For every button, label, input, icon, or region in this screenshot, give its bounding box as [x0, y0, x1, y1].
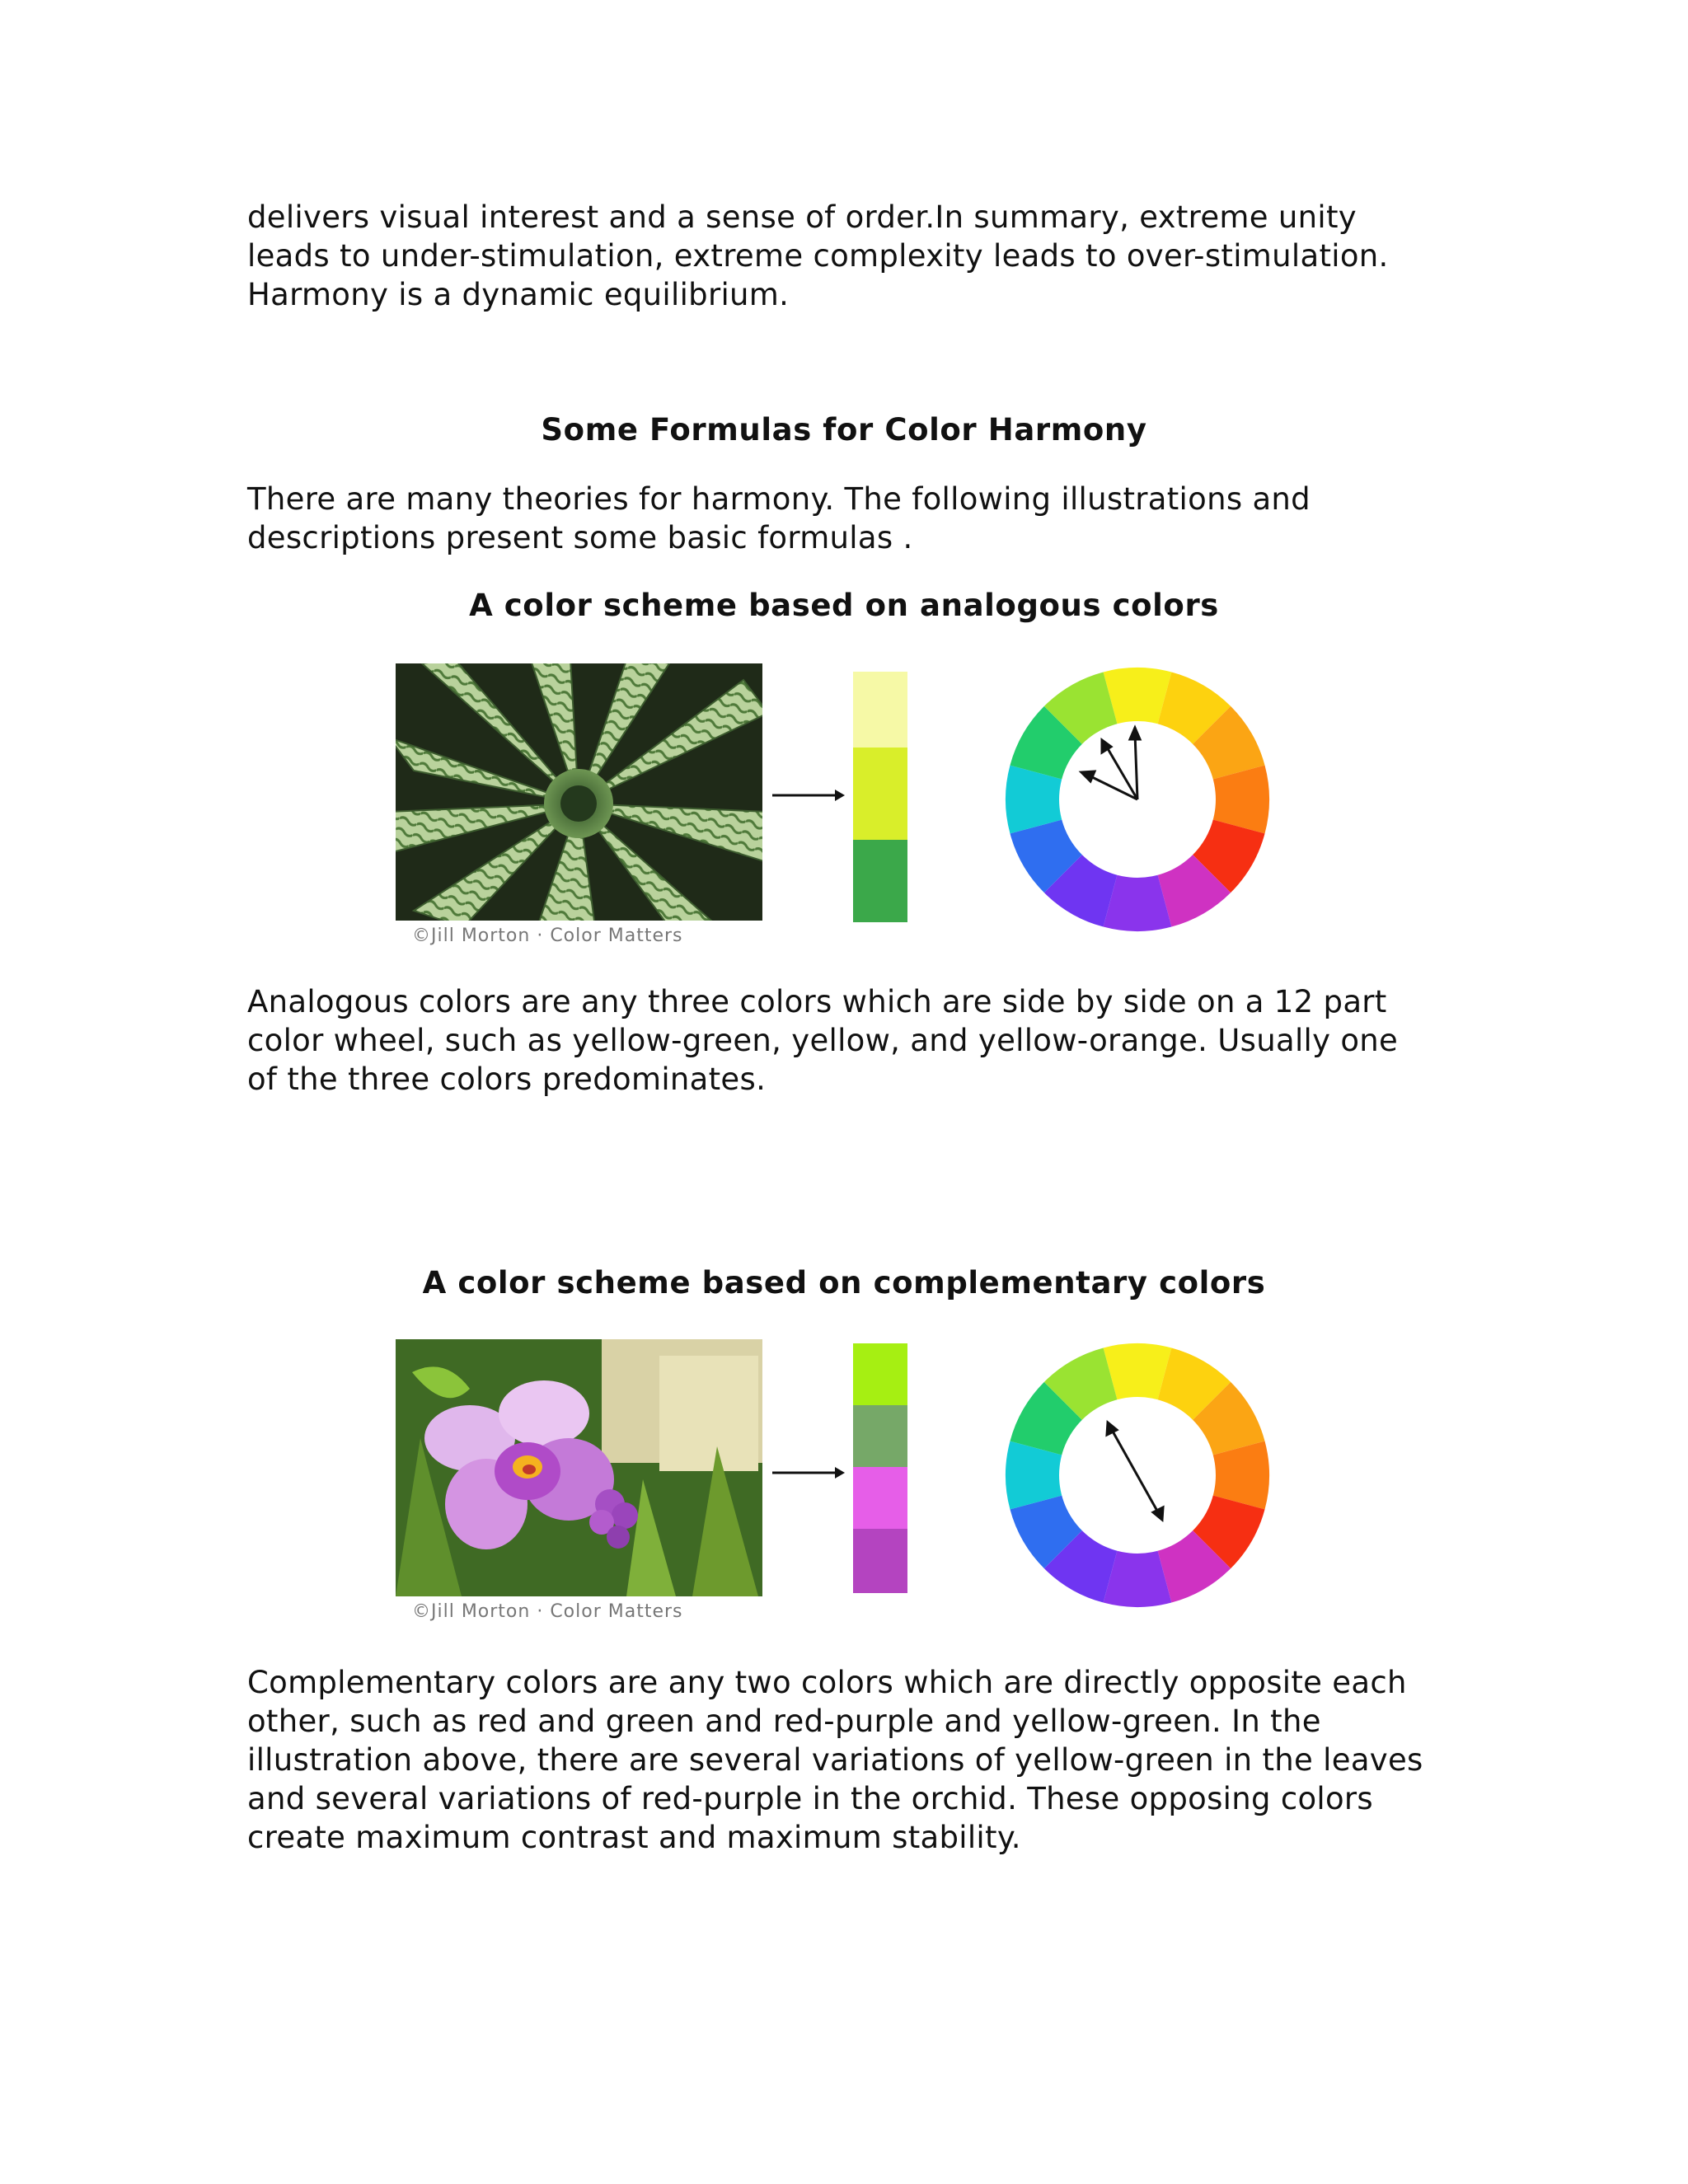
- analogous-swatch: [853, 840, 907, 922]
- analogous-description: Analogous colors are any three colors which are side by side on a 12 part color wheel, such as yellow-green, yellow, and yellow-orange. Usually one of the three colors predominates.: [247, 984, 1399, 1097]
- complementary-heading: A color scheme based on complementary colors: [422, 1265, 1266, 1301]
- complementary-swatch: [853, 1529, 907, 1593]
- intro-paragraph: delivers visual interest and a sense of order.In summary, extreme unity leads to under-stimulation, extreme complexity leads to over-stimulation. Harmony is a dynamic equilibrium.: [247, 199, 1389, 312]
- complementary-swatch: [853, 1467, 907, 1529]
- analogous-color-wheel: [1001, 663, 1273, 935]
- analogous-photo-credit: ©Jill Morton · Color Matters: [412, 926, 683, 946]
- complementary-arrow-icon: [771, 1465, 845, 1481]
- section-intro-paragraph: There are many theories for harmony. The following illustrations and descriptions present some basic formulas .: [247, 481, 1311, 555]
- bromeliad-photo: [396, 663, 762, 921]
- analogous-arrow-icon: [771, 787, 845, 804]
- complementary-description: Complementary colors are any two colors which are directly opposite each other, such as red and green and red-purple and yellow-green. In the illustration above, there are several variations of yellow-green in the leaves and several variations of red-purple in the orchid. These opposing colors create maximum contrast and maximum stability.: [247, 1665, 1423, 1855]
- analogous-heading: A color scheme based on analogous colors: [469, 588, 1219, 623]
- complementary-photo-credit: ©Jill Morton · Color Matters: [412, 1601, 683, 1622]
- analogous-swatch: [853, 672, 907, 748]
- complementary-swatch: [853, 1405, 907, 1467]
- complementary-swatches: [853, 1343, 907, 1593]
- section-title: Some Formulas for Color Harmony: [541, 412, 1147, 448]
- analogous-swatches: [853, 672, 907, 922]
- complementary-swatch: [853, 1343, 907, 1405]
- complementary-figure: [387, 1339, 1294, 1652]
- bromeliad-image: [396, 663, 762, 921]
- analogous-swatch: [853, 748, 907, 840]
- analogous-figure: [387, 663, 1294, 977]
- orchid-image: [396, 1339, 762, 1596]
- orchid-photo: [396, 1339, 762, 1596]
- complementary-color-wheel: [1001, 1339, 1273, 1611]
